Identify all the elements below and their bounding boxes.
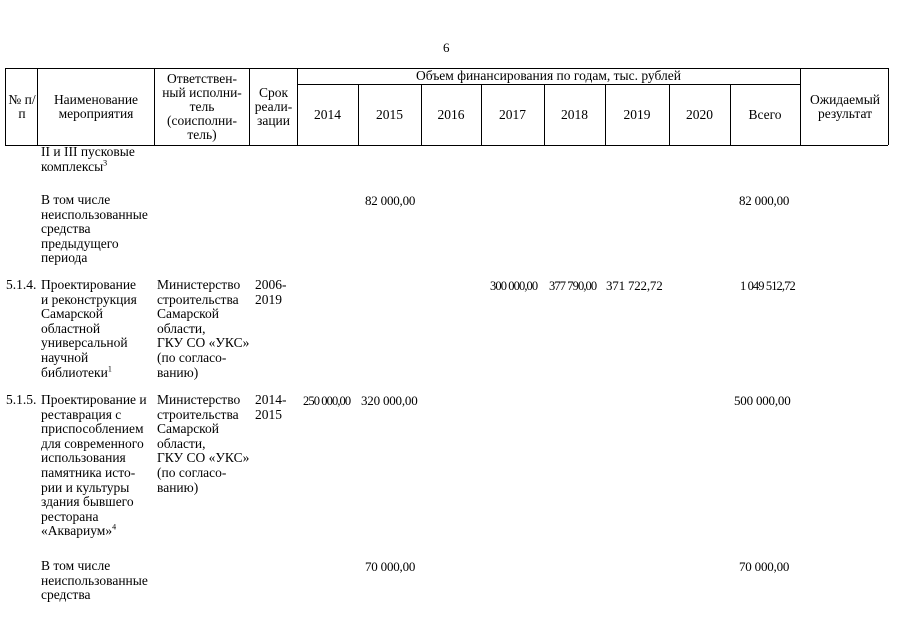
name-line: использования <box>41 450 126 466</box>
header-term: Срок реали-зации <box>254 84 293 128</box>
row-responsible <box>157 278 249 380</box>
row-responsible <box>157 393 249 495</box>
resp-line: ГКУ СО «УКС» <box>157 335 250 351</box>
value-2015: 82 000,00 <box>365 193 416 208</box>
resp-line: строительства <box>157 291 239 307</box>
row-name <box>41 145 135 174</box>
name-line: неиспользованные <box>41 206 148 222</box>
resp-line: (по согласо- <box>157 464 227 480</box>
name-line: «Аквариум» <box>41 523 113 539</box>
name-line: для современного <box>41 435 144 451</box>
col-border <box>37 68 38 145</box>
name-line: периода <box>41 250 88 266</box>
col-border <box>800 68 801 145</box>
name-line: памятника исто- <box>41 464 136 480</box>
page-number: 6 <box>443 40 450 55</box>
header-year-2020: 2020 <box>686 106 713 122</box>
value-2014: 250 000,00 <box>303 394 351 408</box>
name-line: В том числе <box>41 558 111 573</box>
row-term <box>255 278 287 307</box>
header-total: Всего <box>748 106 782 122</box>
name-line: Проектирование <box>41 277 137 292</box>
name-line: здания бывшего <box>41 494 134 510</box>
name-line: средства <box>41 587 91 603</box>
footnote-mark: 1 <box>107 364 112 374</box>
resp-line: Министерство <box>157 392 241 407</box>
name-line: комплексы <box>41 158 104 174</box>
name-line: ресторана <box>41 508 99 524</box>
resp-line: ванию) <box>157 479 199 495</box>
resp-line: области, <box>157 435 206 451</box>
header-year-2018: 2018 <box>561 106 588 122</box>
term-line: 2014- <box>255 392 287 407</box>
name-line: научной <box>41 349 89 365</box>
name-line: областной <box>41 320 101 336</box>
value-total: 500 000,00 <box>734 393 791 408</box>
name-line: В том числе <box>41 192 111 207</box>
row-num: 5.1.4. <box>6 277 37 292</box>
col-border <box>5 68 6 145</box>
header-year-2019: 2019 <box>623 106 651 122</box>
name-line: средства <box>41 221 91 237</box>
resp-line: Самарской <box>157 306 220 322</box>
term-line: 2019 <box>255 291 282 307</box>
header-num: № п/п <box>8 91 36 121</box>
header-year-2017: 2017 <box>499 106 526 122</box>
value-total: 82 000,00 <box>739 193 790 208</box>
header-year-2015: 2015 <box>376 106 403 122</box>
table-header <box>5 68 888 145</box>
value-2015: 70 000,00 <box>365 559 416 574</box>
term-line: 2015 <box>255 406 282 422</box>
footnote-mark: 3 <box>103 158 108 168</box>
col-border <box>154 68 155 145</box>
resp-line: (по согласо- <box>157 349 227 365</box>
name-line: предыдущего <box>41 235 119 251</box>
resp-line: ГКУ СО «УКС» <box>157 450 250 466</box>
header-bottom-border <box>5 145 888 146</box>
value-2018: 377 790,00 <box>549 279 597 293</box>
name-line: рии и культуры <box>41 479 130 495</box>
name-line: приспособлением <box>41 421 144 437</box>
header-result: Ожидаемый результат <box>810 91 880 121</box>
name-line: универсальной <box>41 335 128 351</box>
value-2017: 300 000,00 <box>490 279 538 293</box>
name-line: Самарской <box>41 306 104 322</box>
resp-line: области, <box>157 320 206 336</box>
header-name: Наименование мероприятия <box>53 91 139 121</box>
name-line: II и III пусковые <box>41 144 135 159</box>
header-year-2014: 2014 <box>314 106 341 122</box>
header-financing: Объем финансирования по годам, тыс. рублей <box>416 68 681 83</box>
header-responsible: Ответствен-ный исполни-тель (соисполни-тель) <box>162 70 242 142</box>
row-name <box>41 278 137 380</box>
row-num: 5.1.5. <box>6 392 37 407</box>
row-name <box>41 559 148 603</box>
resp-line: ванию) <box>157 364 199 380</box>
name-line: Проектирование и <box>41 392 147 407</box>
name-line: библиотеки <box>41 364 108 380</box>
row-name <box>41 393 147 539</box>
resp-line: строительства <box>157 406 239 422</box>
resp-line: Самарской <box>157 421 220 437</box>
value-total: 1 049 512,72 <box>740 279 795 293</box>
name-line: реставрация с <box>41 406 122 422</box>
value-2015: 320 000,00 <box>361 393 418 408</box>
col-border <box>888 68 889 145</box>
row-term <box>255 393 287 422</box>
footnote-mark: 4 <box>112 522 117 532</box>
resp-line: Министерство <box>157 277 241 292</box>
name-line: неиспользованные <box>41 572 148 588</box>
header-year-2016: 2016 <box>437 106 465 122</box>
term-line: 2006- <box>255 277 287 292</box>
value-2019: 371 722,72 <box>606 278 663 293</box>
col-border <box>249 68 250 145</box>
row-name <box>41 193 148 266</box>
name-line: и реконструкция <box>41 291 137 307</box>
value-total: 70 000,00 <box>739 559 790 574</box>
